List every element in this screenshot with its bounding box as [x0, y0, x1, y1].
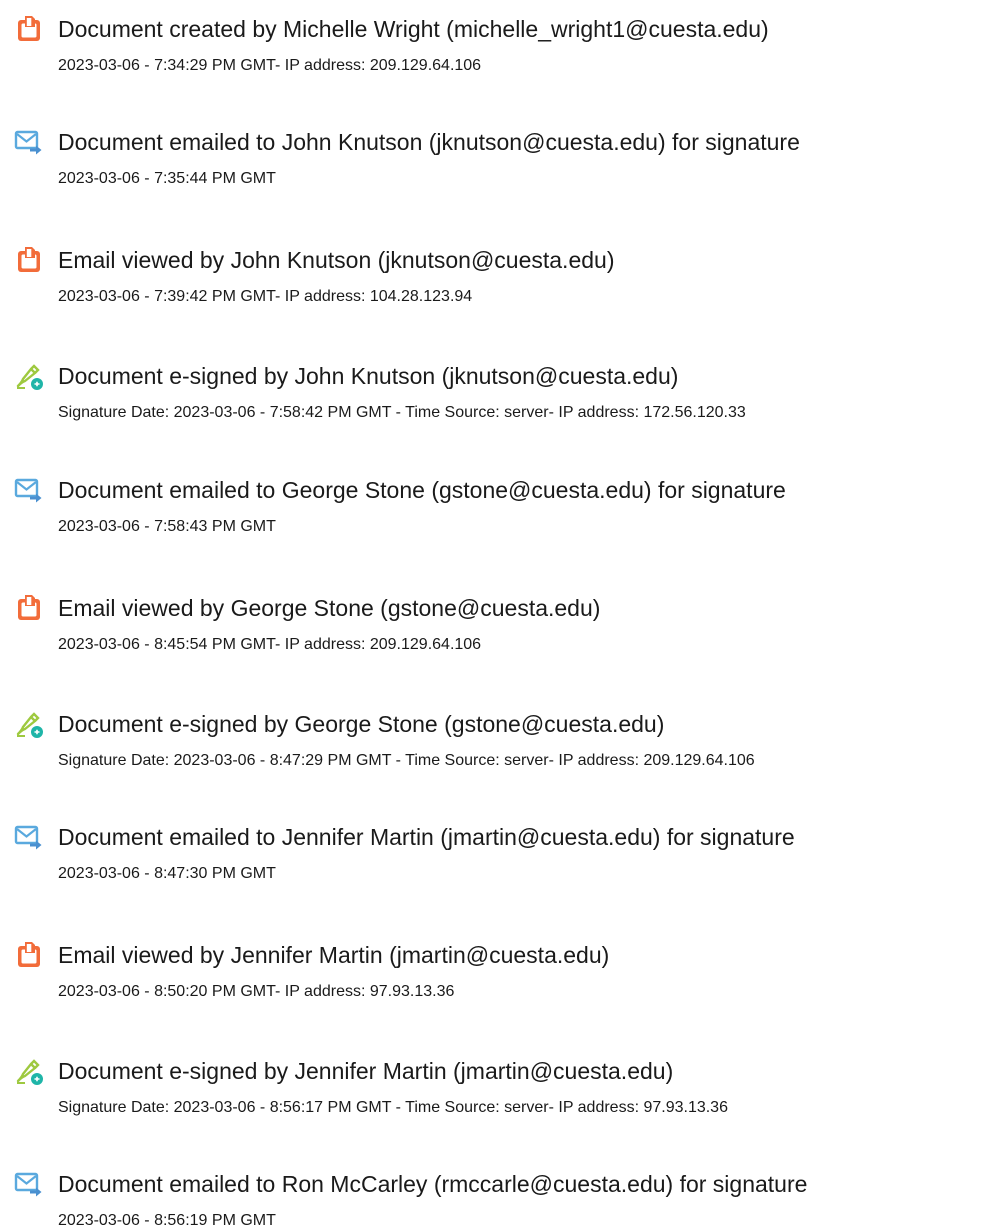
event-title: Email viewed by George Stone (gstone@cuesta.edu) [58, 595, 601, 621]
email-sent-icon [14, 822, 44, 852]
event-title: Document emailed to George Stone (gstone@cuesta.edu) for signature [58, 477, 786, 503]
email-viewed-icon [14, 940, 44, 970]
event-detail: 2023-03-06 - 8:47:30 PM GMT [58, 865, 276, 882]
audit-event [0, 127, 987, 207]
document-created-icon [14, 14, 44, 44]
audit-event [0, 593, 987, 673]
event-title: Document e-signed by George Stone (gstone@cuesta.edu) [58, 711, 665, 737]
audit-event [0, 940, 987, 1020]
event-detail: 2023-03-06 - 7:58:43 PM GMT [58, 518, 276, 535]
event-title: Document created by Michelle Wright (michelle_wright1@cuesta.edu) [58, 16, 769, 42]
event-detail: 2023-03-06 - 8:45:54 PM GMT- IP address: 209.129.64.106 [58, 636, 482, 653]
event-title: Document e-signed by Jennifer Martin (jmartin@cuesta.edu) [58, 1058, 674, 1084]
audit-event [0, 14, 987, 94]
email-viewed-icon [14, 245, 44, 275]
audit-event [0, 245, 987, 325]
audit-event [0, 709, 987, 789]
event-detail: 2023-03-06 - 8:56:19 PM GMT [58, 1212, 276, 1229]
event-detail: 2023-03-06 - 7:39:42 PM GMT- IP address: 104.28.123.94 [58, 288, 473, 305]
email-sent-icon [14, 127, 44, 157]
email-sent-icon [14, 1169, 44, 1199]
event-title: Document emailed to Ron McCarley (rmccarle@cuesta.edu) for signature [58, 1171, 808, 1197]
event-detail: Signature Date: 2023-03-06 - 8:47:29 PM GMT - Time Source: server- IP address: 209.129.64.106 [58, 752, 755, 769]
e-signed-icon [14, 1056, 44, 1086]
event-title: Email viewed by Jennifer Martin (jmartin@cuesta.edu) [58, 942, 610, 968]
event-detail: 2023-03-06 - 8:50:20 PM GMT- IP address: 97.93.13.36 [58, 983, 455, 1000]
event-detail: Signature Date: 2023-03-06 - 7:58:42 PM GMT - Time Source: server- IP address: 172.56.120.33 [58, 404, 746, 421]
email-viewed-icon [14, 593, 44, 623]
event-title: Document emailed to John Knutson (jknutson@cuesta.edu) for signature [58, 129, 800, 155]
event-detail: Signature Date: 2023-03-06 - 8:56:17 PM GMT - Time Source: server- IP address: 97.93.13.36 [58, 1099, 728, 1116]
audit-event [0, 475, 987, 555]
event-title: Email viewed by John Knutson (jknutson@cuesta.edu) [58, 247, 615, 273]
audit-event [0, 822, 987, 902]
event-detail: 2023-03-06 - 7:35:44 PM GMT [58, 170, 276, 187]
e-signed-icon [14, 361, 44, 391]
audit-event [0, 1056, 987, 1136]
e-signed-icon [14, 709, 44, 739]
event-title: Document emailed to Jennifer Martin (jmartin@cuesta.edu) for signature [58, 824, 795, 850]
event-detail: 2023-03-06 - 7:34:29 PM GMT- IP address: 209.129.64.106 [58, 57, 482, 74]
email-sent-icon [14, 475, 44, 505]
audit-event [0, 1169, 987, 1229]
event-title: Document e-signed by John Knutson (jknutson@cuesta.edu) [58, 363, 679, 389]
audit-event [0, 361, 987, 441]
